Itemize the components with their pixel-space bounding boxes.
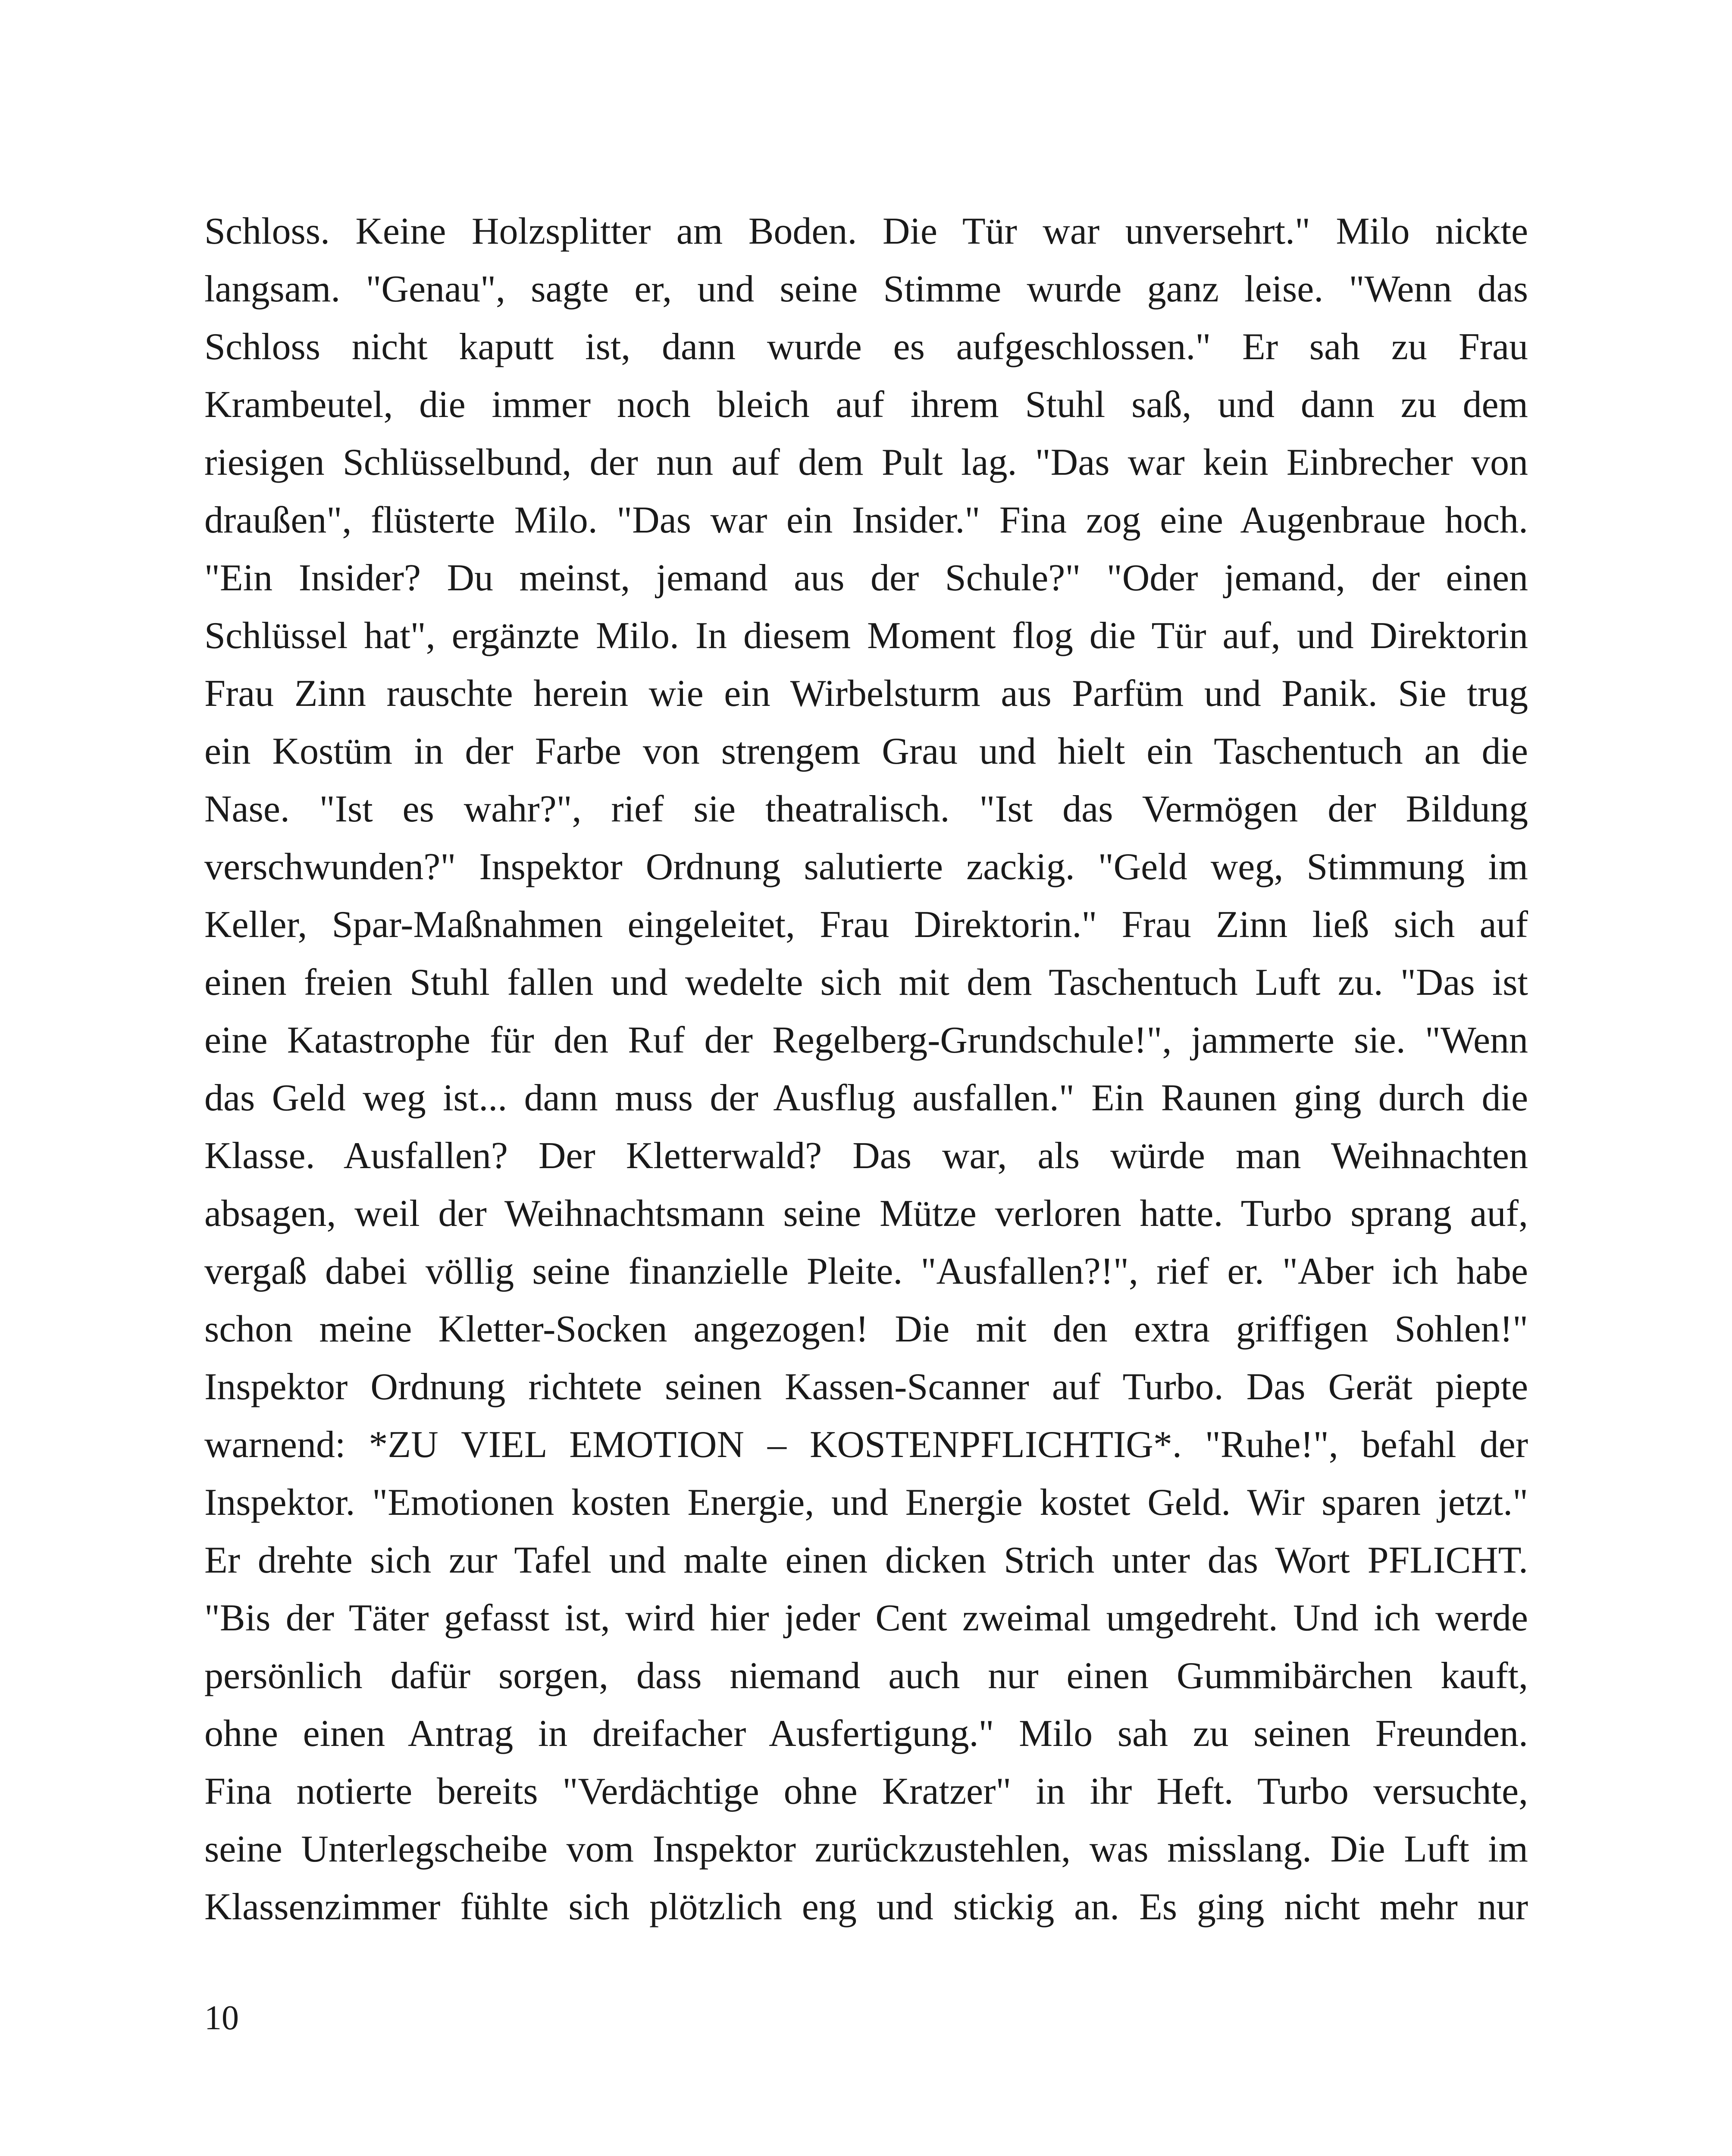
text-line: "Ein Insider? Du meinst, jemand aus der Schule?" "Oder jemand, der einen <box>204 557 1528 599</box>
text-line: persönlich dafür sorgen, dass niemand auch nur einen Gummibärchen kauft, <box>204 1655 1528 1697</box>
text-line: das Geld weg ist... dann muss der Ausflug ausfallen." Ein Raunen ging durch die <box>204 1077 1528 1119</box>
text-line: schon meine Kletter-Socken angezogen! Die mit den extra griffigen Sohlen!" <box>204 1308 1528 1350</box>
text-line: Frau Zinn rauschte herein wie ein Wirbelsturm aus Parfüm und Panik. Sie trug <box>204 673 1528 714</box>
text-line: Fina notierte bereits "Verdächtige ohne Kratzer" in ihr Heft. Turbo versuchte, <box>204 1771 1528 1812</box>
text-line: Inspektor. "Emotionen kosten Energie, und Energie kostet Geld. Wir sparen jetzt." <box>204 1482 1528 1523</box>
body-text <box>204 203 1528 1936</box>
text-line: ein Kostüm in der Farbe von strengem Grau und hielt ein Taschentuch an die <box>204 730 1528 772</box>
text-line: einen freien Stuhl fallen und wedelte sich mit dem Taschentuch Luft zu. "Das ist <box>204 962 1528 1003</box>
text-line: verschwunden?" Inspektor Ordnung salutierte zackig. "Geld weg, Stimmung im <box>204 846 1528 888</box>
text-line: Schlüssel hat", ergänzte Milo. In diesem Moment flog die Tür auf, und Direktorin <box>204 615 1528 657</box>
text-line: vergaß dabei völlig seine finanzielle Pleite. "Ausfallen?!", rief er. "Aber ich habe <box>204 1250 1528 1292</box>
text-line: eine Katastrophe für den Ruf der Regelberg-Grundschule!", jammerte sie. "Wenn <box>204 1019 1528 1061</box>
text-line: Schloss. Keine Holzsplitter am Boden. Die Tür war unversehrt." Milo nickte <box>204 210 1528 252</box>
text-line: riesigen Schlüsselbund, der nun auf dem Pult lag. "Das war kein Einbrecher von <box>204 442 1528 483</box>
text-line: Krambeutel, die immer noch bleich auf ihrem Stuhl saß, und dann zu dem <box>204 384 1528 426</box>
text-line: draußen", flüsterte Milo. "Das war ein Insider." Fina zog eine Augenbraue hoch. <box>204 499 1528 541</box>
page-number: 10 <box>204 1999 239 2037</box>
text-line: Er drehte sich zur Tafel und malte einen dicken Strich unter das Wort PFLICHT. <box>204 1539 1528 1581</box>
text-line: absagen, weil der Weihnachtsmann seine Mütze verloren hatte. Turbo sprang auf, <box>204 1193 1528 1235</box>
text-line: langsam. "Genau", sagte er, und seine Stimme wurde ganz leise. "Wenn das <box>204 268 1528 310</box>
text-line: Nase. "Ist es wahr?", rief sie theatralisch. "Ist das Vermögen der Bildung <box>204 788 1528 830</box>
text-line: Schloss nicht kaputt ist, dann wurde es aufgeschlossen." Er sah zu Frau <box>204 326 1528 368</box>
text-line: Klasse. Ausfallen? Der Kletterwald? Das war, als würde man Weihnachten <box>204 1135 1528 1177</box>
text-line: Inspektor Ordnung richtete seinen Kassen-Scanner auf Turbo. Das Gerät piepte <box>204 1366 1528 1408</box>
text-line: Klassenzimmer fühlte sich plötzlich eng und stickig an. Es ging nicht mehr nur <box>204 1886 1528 1928</box>
text-line: warnend: *ZU VIEL EMOTION – KOSTENPFLICHTIG*. "Ruhe!", befahl der <box>204 1424 1528 1466</box>
text-line: ohne einen Antrag in dreifacher Ausfertigung." Milo sah zu seinen Freunden. <box>204 1713 1528 1755</box>
text-line: "Bis der Täter gefasst ist, wird hier jeder Cent zweimal umgedreht. Und ich werde <box>204 1597 1528 1639</box>
text-line: seine Unterlegscheibe vom Inspektor zurückzustehlen, was misslang. Die Luft im <box>204 1828 1528 1870</box>
text-line: Keller, Spar-Maßnahmen eingeleitet, Frau Direktorin." Frau Zinn ließ sich auf <box>204 904 1528 946</box>
